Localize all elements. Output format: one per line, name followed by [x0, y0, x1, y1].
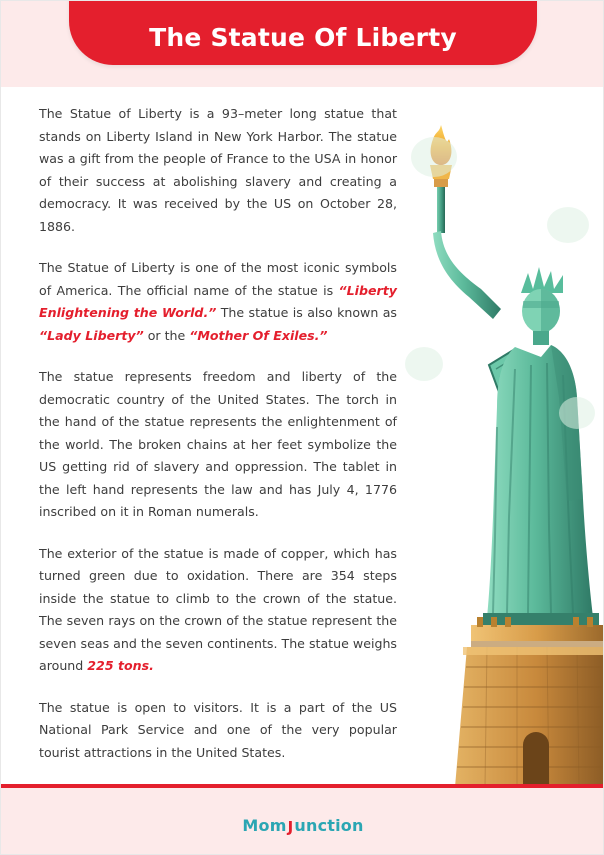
neck	[533, 331, 549, 345]
page-title: The Statue Of Liberty	[149, 23, 457, 52]
pedestal-balcony	[471, 625, 603, 641]
paragraph-3-text: The statue represents freedom and liberty of the democratic country of the United States. The torch in the hand of the statue represents the enlightenment of the world. The broken chains at her feet symbolize the US getting rid of slavery and oppression. The tablet in the left hand represents the law and has July 4, 1776 inscribed on it in Roman numerals.	[39, 369, 397, 519]
paragraph-1	[39, 103, 397, 238]
paragraph-2-run-5: or the	[143, 327, 190, 343]
paragraph-2-run-1: The Statue of Liberty is one of the most iconic symbols of America. The official name of the statue is	[39, 260, 397, 298]
statue-base	[483, 613, 599, 625]
splash-decor	[411, 137, 457, 177]
pedestal-cornice	[463, 647, 603, 655]
raised-arm	[433, 231, 501, 319]
official-name-highlight: “Liberty Enlightening the World.”	[39, 282, 397, 320]
pedestal-doorway	[523, 732, 549, 787]
statue-of-liberty-illustration	[397, 97, 603, 787]
statue-svg	[397, 97, 603, 787]
paragraph-4	[39, 543, 397, 678]
mother-of-exiles-highlight: “Mother Of Exiles.”	[189, 327, 328, 343]
paragraph-3	[39, 366, 397, 524]
torch-handle	[437, 187, 445, 233]
momjunction-logo	[1, 816, 604, 836]
head-and-crown	[521, 267, 563, 333]
weight-highlight: 225 tons.	[87, 658, 154, 673]
splash-decor	[559, 397, 595, 429]
splash-decor	[547, 207, 589, 243]
article-body	[39, 103, 397, 764]
logo-text-right: unction	[294, 816, 364, 835]
paragraph-2	[39, 257, 397, 347]
paragraph-1-text: The Statue of Liberty is a 93–meter long statue that stands on Liberty Island in New York Harbor. The statue was a gift from the people of France to the USA in honor of their success at abolishing slavery and creating a democracy. It was received by the US on October 28, 1886.	[39, 106, 397, 234]
logo-mark-icon: J	[287, 818, 294, 836]
paragraph-4-run-1: The exterior of the statue is made of copper, which has turned green due to oxidation. There are 354 steps inside the statue to climb to the crown of the statue. The seven rays on the crown of the statue represent the seven seas and the seven continents. The statue weighs around	[39, 545, 397, 673]
torch-collar	[434, 179, 448, 187]
paragraph-5	[39, 697, 397, 765]
paragraph-2-run-3: The statue is also known as	[216, 305, 397, 320]
splash-decor	[405, 347, 443, 381]
logo-text-left: Mom	[242, 816, 287, 835]
lady-liberty-highlight: “Lady Liberty”	[39, 327, 144, 343]
paragraph-5-text: The statue is open to visitors. It is a part of the US National Park Service and one of the very popular tourist attractions in the United States.	[39, 699, 397, 760]
